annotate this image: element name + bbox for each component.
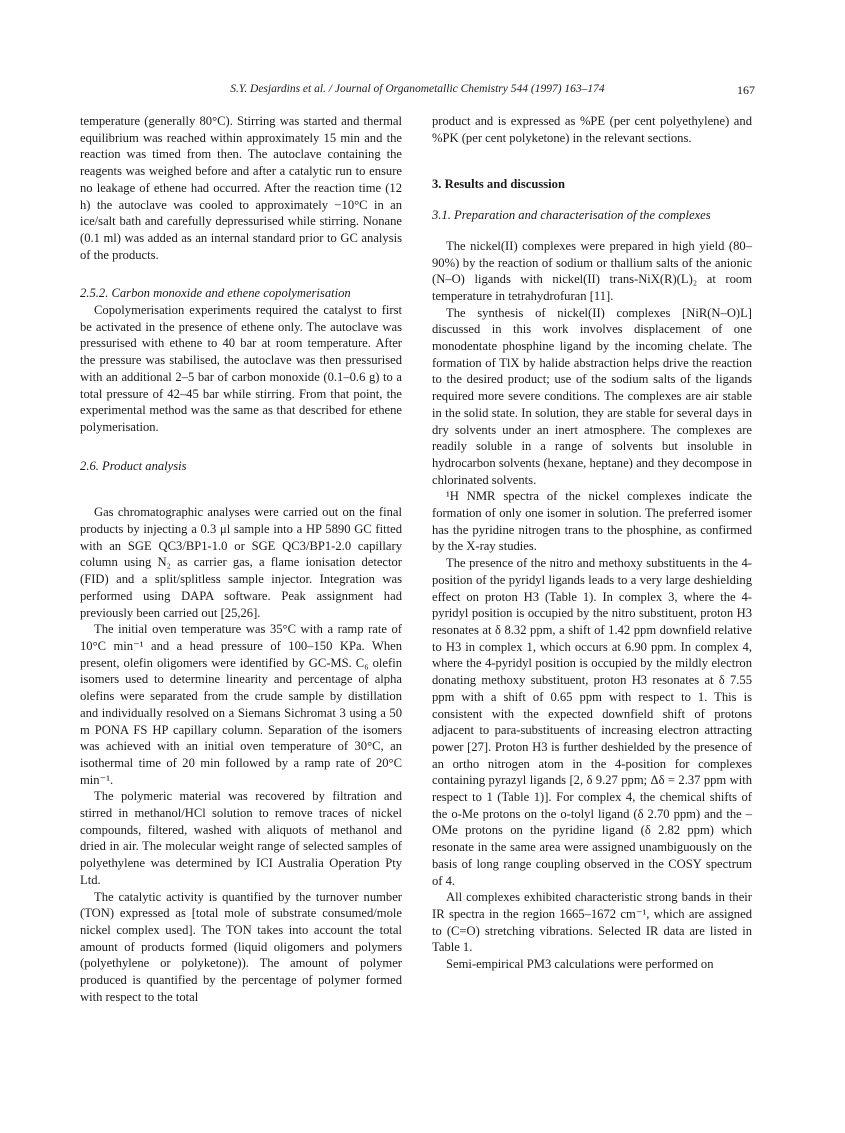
section-heading-2-5-2: 2.5.2. Carbon monoxide and ethene copolymerisation: [80, 286, 351, 301]
paragraph-oven-temperature: The initial oven temperature was 35°C with a ramp rate of 10°C min⁻¹ and a head pressure of 100–150 KPa. When present, olefin oligomers were identified by GC-MS. C₆ olefin isomers used to determine linearity and percentage of alpha olefins were separated from the crude sample by distillation and individually resolved on a Siemans Sichromat 3 using a 50 m PONA FS HP capillary column. Separation of the isomers was achieved with an initial oven temperature of 30°C, an isothermal time of 20 min followed by a ramp rate of 20°C min⁻¹.: [80, 622, 402, 787]
paragraph-complex-preparation: The nickel(II) complexes were prepared in high yield (80–90%) by the reaction of sodium or thallium salts of the anionic (N–O) ligands with nickel(II) trans-NiX(R)(L)₂ at room temperature in tetrahydrofuran [11].: [432, 238, 752, 303]
right-column: [432, 113, 752, 973]
paragraph-product-expression: product and is expressed as %PE (per cent polyethylene) and %PK (per cent polyketone) in the relevant sections.: [432, 114, 752, 145]
section-heading-2-6: 2.6. Product analysis: [80, 458, 187, 473]
section-heading-3: 3. Results and discussion: [432, 177, 565, 192]
page-number: 167: [737, 83, 755, 97]
paragraph-autoclave-procedure: temperature (generally 80°C). Stirring was started and thermal equilibrium was reached within approximately 15 min and the reaction was timed from then. The autoclave containing the reagents was weighed before and after a catalytic run to ensure no leakage of ethene had occurred. After the reaction time (12 h) the autoclave was cooled to approximately −10°C in an ice/salt bath and carefully depressurised while stirring. Nonane (0.1 ml) was added as an internal standard prior to GC analysis of the products.: [80, 114, 402, 262]
paragraph-complex-synthesis: The synthesis of nickel(II) complexes [NiR(N–O)L] discussed in this work involves displacement of one monodentate phosphine ligand by the incoming chelate. The formation of TlX by halide abstraction helps drive the reaction to the desired product; use of the sodium salts of the ligands required more severe conditions. The complexes are air stable in the solid state. In solution, they are stable for several days in dry solvents under an inert atmosphere. The complexes are readily soluble in a range of solvents but insoluble in hydrocarbon solvents (hexane, heptane) and they decompose in chlorinated solvents.: [432, 305, 752, 487]
paragraph-gc-analysis: Gas chromatographic analyses were carried out on the final products by injecting a 0.3 μl sample into a HP 5890 GC fitted with an SGE QC3/BP1-1.0 or SGE QC3/BP1-2.0 capillary column using N₂ as carrier gas, a flame ionisation detector (FID) and a split/splitless sample injector. Integration was performed using DAPA software. Peak assignment had previously been carried out [25,26].: [80, 505, 402, 620]
paragraph-catalytic-activity: The catalytic activity is quantified by the turnover number (TON) expressed as [total mole of substrate consumed/mole nickel complex used]. The TON takes into account the total amount of products formed (liquid oligomers and polymers (polyethylene or polyketone)). The amount of polymer produced is quantified by the percentage of polymer formed with respect to the total: [80, 889, 402, 1004]
left-column: [80, 113, 402, 1005]
paragraph-pm3-calculations: Semi-empirical PM3 calculations were performed on: [446, 957, 714, 972]
paragraph-ir-spectra: All complexes exhibited characteristic strong bands in their IR spectra in the region 1665–1672 cm⁻¹, which are assigned to (C=O) stretching vibrations. Selected IR data are listed in Table 1.: [432, 890, 752, 955]
paragraph-polymer-recovery: The polymeric material was recovered by filtration and stirred in methanol/HCl solution to remove traces of nickel compounds, filtered, washed with aliquots of methanol and dried in air. The molecular weight range of selected samples of polyethylene was determined by ICI Australia Operation Pty Ltd.: [80, 789, 402, 887]
paragraph-substituent-effects: The presence of the nitro and methoxy substituents in the 4-position of the pyridyl ligands leads to a very large deshielding effect on proton H3 (Table 1). In complex 3, where the 4-pyridyl position is occupied by the nitro substituent, proton H3 resonates at δ 8.32 ppm, a shift of 1.42 ppm downfield relative to H3 in complex 1, which occurs at 6.90 ppm. In complex 4, where the 4-pyridyl position is occupied by the mildly electron donating methoxy substituent, proton H3 resonates at δ 7.55 ppm with a shift of 0.65 ppm with respect to 1. This is consistent with the expected downfield shift of protons adjacent to para-substituents of increasing electron attracting power [27]. Proton H3 is further deshielded by the presence of an ortho nitrogen atom in the 4-position for complexes containing pyrazyl ligands [2, δ 9.27 ppm; Δδ = 2.37 ppm with respect to 1 (Table 1)]. For complex 4, the chemical shifts of the o-Me protons on the o-tolyl ligand (δ 2.70 ppm) and the –OMe protons on the pyridine ligand (δ 2.82 ppm) which resonate in the same area were assigned unambiguously on the basis of long range coupling observed in the COSY spectrum of 4.: [432, 556, 752, 888]
section-heading-3-1: 3.1. Preparation and characterisation of the complexes: [432, 208, 711, 223]
paragraph-copolymerisation: Copolymerisation experiments required the catalyst to first be activated in the presence of ethene only. The autoclave was pressurised with ethene to 40 bar at room temperature. After the pressure was stabilised, the autoclave was then pressurised with an additional 2–5 bar of carbon monoxide (0.1–0.6 g) to a total pressure of 42–45 bar while stirring. From that point, the experimental method was the same as that described for ethene polymerisation.: [80, 303, 402, 434]
paragraph-nmr-spectra: ¹H NMR spectra of the nickel complexes indicate the formation of only one isomer in solution. The preferred isomer has the pyridine nitrogen trans to the phosphine, as confirmed by the X-ray studies.: [432, 489, 752, 554]
running-head: S.Y. Desjardins et al. / Journal of Organometallic Chemistry 544 (1997) 163–174: [230, 83, 605, 95]
page-header: [80, 83, 755, 103]
